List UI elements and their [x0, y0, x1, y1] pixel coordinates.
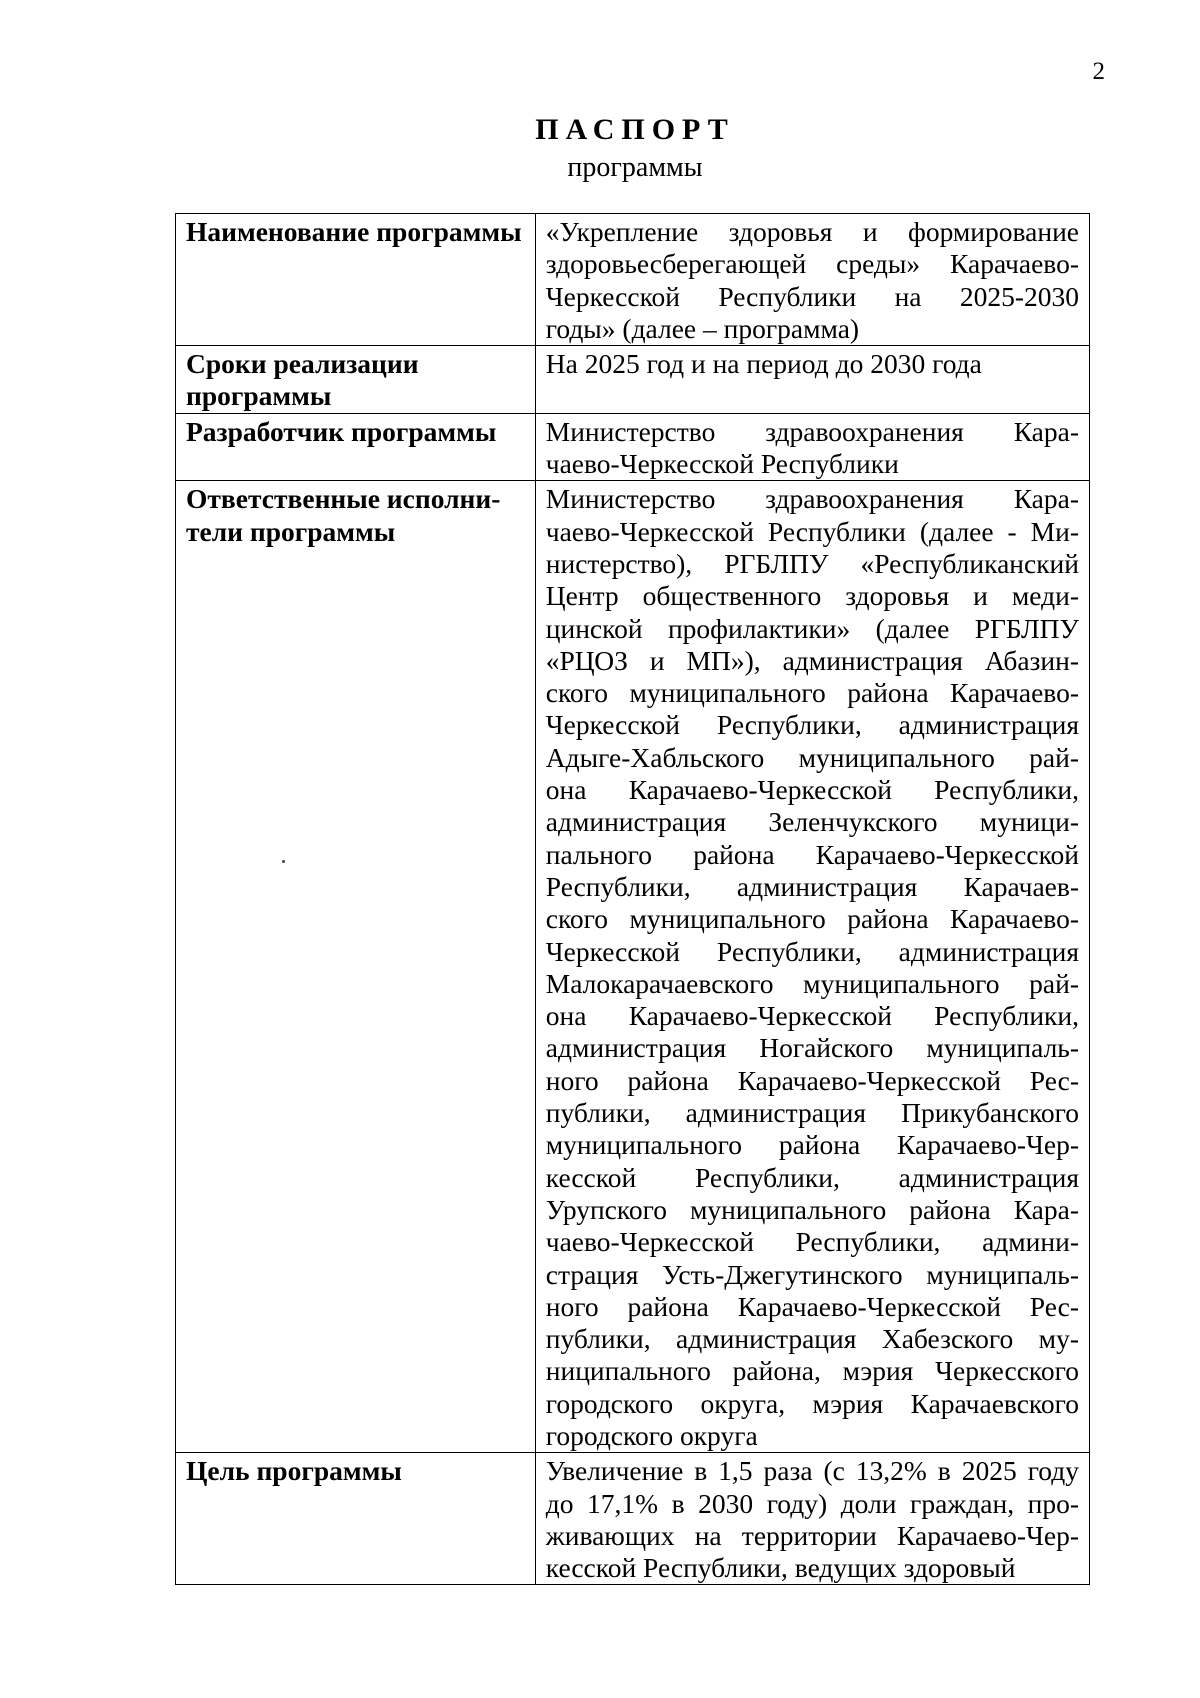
row-value: [535, 1453, 1089, 1585]
row-value-line: «Укрепление здоровья и формирование: [545, 216, 1079, 247]
row-value-line: здоровьесберегающей среды» Карачаево-: [545, 248, 1079, 280]
row-program-name: [176, 214, 1090, 346]
row-value-line: кесской Республики, администрация: [545, 1161, 1079, 1193]
row-value-line: администрация Зеленчукского муници-: [545, 806, 1079, 838]
row-value-line: страция Усть-Джегутинского муниципаль-: [545, 1258, 1079, 1290]
row-value-line: городского округа, мэрия Карачаевского: [545, 1387, 1079, 1419]
row-label: [176, 346, 536, 414]
passport-table: [175, 213, 1090, 1585]
row-value-line: Адыге-Хабльского муниципального рай-: [545, 741, 1079, 773]
row-value-line: годы» (далее – программа): [545, 312, 860, 344]
document-title: ПАСПОРТ: [535, 113, 735, 146]
row-value-line: публики, администрация Хабезского му-: [545, 1323, 1079, 1355]
row-value-line: цинской профилактики» (далее РГБЛПУ: [545, 612, 1079, 644]
row-value-line: пального района Карачаево-Черкесской: [545, 838, 1079, 870]
row-value-line: муниципального района Карачаево-Чер-: [545, 1129, 1079, 1161]
row-value-line: Министерство здравоохранения Кара-: [545, 415, 1079, 447]
row-developer: [176, 413, 1090, 481]
document-header: [0, 112, 1200, 186]
row-value-line: Центр общественного здоровья и меди-: [545, 580, 1079, 612]
row-value-line: живающих на территории Карачаево-Чер-: [545, 1519, 1079, 1551]
row-label-line: тели программы: [186, 515, 396, 547]
row-label: [176, 481, 536, 1453]
row-value-line: Урупского муниципального района Кара-: [545, 1193, 1079, 1225]
row-value-line: Черкесской Республики, администрация: [545, 709, 1079, 741]
row-label: Наименование программы: [176, 214, 536, 346]
row-value-line: ского муниципального района Карачаево-: [545, 903, 1079, 935]
row-value: [535, 214, 1089, 346]
row-value-line: Увеличение в 1,5 раза (с 13,2% в 2025 году: [545, 1455, 1079, 1487]
row-value-line: «РЦОЗ и МП»), администрация Абазин-: [545, 644, 1079, 676]
row-value: [535, 346, 1089, 414]
row-value-line: Черкесской Республики на 2025-2030: [545, 280, 1079, 312]
row-value-line: она Карачаево-Черкесской Республики,: [545, 1000, 1079, 1032]
row-value-line: кесской Республики, ведущих здоровый: [545, 1552, 1016, 1584]
row-value-line: Министерство здравоохранения Кара-: [545, 483, 1079, 515]
row-label-line: программы: [186, 380, 332, 412]
row-program-goal: [176, 1453, 1090, 1585]
row-value-line: Черкесской Республики, администрация: [545, 935, 1079, 967]
row-value: [535, 413, 1089, 481]
row-value-line: На 2025 год и на период до 2030 года: [545, 348, 982, 380]
document-subtitle: программы: [567, 152, 703, 183]
page-number: 2: [1092, 58, 1105, 85]
row-label: Цель программы: [176, 1453, 536, 1585]
row-value-line: Республики, администрация Карачаев-: [545, 870, 1079, 902]
scan-speck: [282, 860, 285, 863]
row-implementation-period: [176, 346, 1090, 414]
row-value-line: ского муниципального района Карачаево-: [545, 677, 1079, 709]
row-value-line: чаево-Черкесской Республики: [545, 448, 899, 480]
row-value-line: ниципального района, мэрия Черкесского: [545, 1355, 1079, 1387]
row-value-line: Малокарачаевского муниципального рай-: [545, 967, 1079, 999]
row-value-line: она Карачаево-Черкесской Республики,: [545, 774, 1079, 806]
row-value-line: нистерство), РГБЛПУ «Республиканский: [545, 547, 1079, 579]
row-value-line: ного района Карачаево-Черкесской Рес-: [545, 1290, 1079, 1322]
row-value: [535, 481, 1089, 1453]
row-label: Разработчик программы: [176, 413, 536, 481]
row-label-line: Ответственные исполни-: [186, 483, 501, 515]
row-value-line: до 17,1% в 2030 году) доли граждан, про-: [545, 1487, 1079, 1519]
row-value-line: городского округа: [545, 1419, 758, 1451]
row-value-line: чаево-Черкесской Республики, админи-: [545, 1226, 1079, 1258]
row-value-line: чаево-Черкесской Республики (далее - Ми-: [545, 515, 1079, 547]
row-value-line: администрация Ногайского муниципаль-: [545, 1032, 1079, 1064]
row-value-line: публики, администрация Прикубанского: [545, 1097, 1079, 1129]
row-label-line: Сроки реализации: [186, 348, 419, 380]
row-responsible-executors: [176, 481, 1090, 1453]
row-value-line: ного района Карачаево-Черкесской Рес-: [545, 1064, 1079, 1096]
